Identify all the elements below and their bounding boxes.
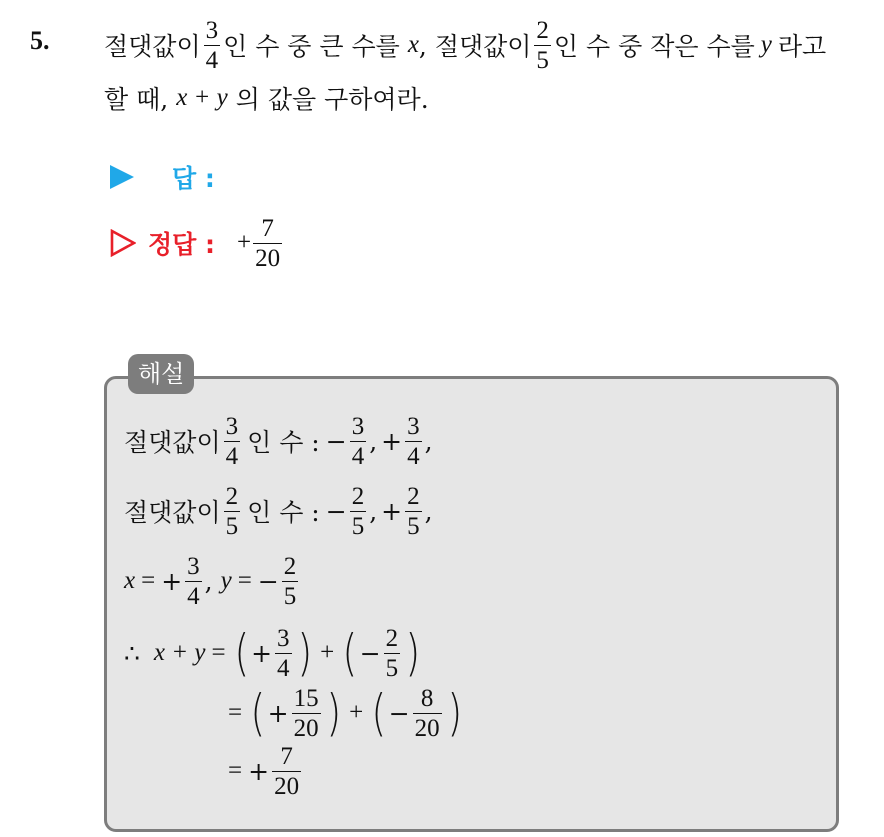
- therefore-symbol: ∴: [124, 638, 140, 668]
- expr-x-plus-y: x + y: [176, 84, 228, 111]
- left-paren: (: [234, 624, 249, 682]
- numerator: 3: [351, 412, 365, 440]
- left-paren: (: [250, 684, 266, 742]
- plus-sign: +: [381, 426, 403, 456]
- sign: +: [237, 229, 252, 256]
- solution-line-3: [124, 550, 301, 612]
- numerator: 7: [280, 742, 293, 770]
- denominator: 20: [255, 244, 281, 272]
- problem-text: , 절댓값이: [418, 32, 532, 61]
- numerator: 2: [407, 482, 420, 510]
- fraction: [185, 554, 202, 609]
- denominator: 4: [277, 654, 290, 682]
- denominator: 5: [351, 512, 365, 540]
- numerator: 8: [420, 684, 434, 712]
- plus-sign: +: [381, 496, 403, 526]
- key-answer-fraction: [253, 216, 282, 271]
- var-x: x: [124, 567, 136, 594]
- denominator: 5: [407, 512, 420, 540]
- plus-sign: +: [349, 699, 364, 726]
- numerator: 3: [205, 16, 219, 44]
- denominator: 5: [225, 512, 239, 540]
- denominator: 4: [351, 442, 365, 470]
- problem-text: 할 때,: [104, 85, 169, 114]
- fraction: [224, 414, 241, 469]
- denominator: 20: [293, 714, 319, 742]
- denominator: 4: [187, 582, 200, 610]
- problem-text: 의 값을 구하여라.: [235, 85, 429, 114]
- fraction: [413, 686, 442, 741]
- var-x: x: [407, 31, 419, 58]
- comma: ,: [424, 496, 433, 526]
- left-paren: (: [371, 684, 387, 742]
- problem-text: 절댓값이: [104, 32, 201, 61]
- comma: ,: [424, 426, 433, 456]
- plus-sign: +: [248, 756, 270, 786]
- fraction: [384, 626, 401, 681]
- numerator: 7: [261, 214, 274, 242]
- problem-line-1: [104, 14, 826, 76]
- numerator: 3: [277, 624, 290, 652]
- equals-sign: =: [141, 567, 156, 594]
- numerator: 3: [407, 412, 420, 440]
- fraction-2-5: [534, 18, 551, 73]
- fraction: [350, 484, 367, 539]
- key-answer-label: 정답 :: [148, 230, 216, 259]
- answer-label: 답 :: [172, 164, 215, 193]
- numerator: 2: [536, 16, 549, 44]
- numerator: 2: [283, 552, 297, 580]
- fraction: [292, 686, 321, 741]
- right-paren: ): [447, 684, 462, 742]
- solution-line-2: [124, 480, 433, 542]
- equals-sign: =: [211, 639, 226, 666]
- key-answer-row: [110, 212, 285, 274]
- minus-sign: −: [257, 566, 279, 596]
- denominator: 20: [274, 772, 300, 800]
- fraction: [275, 626, 292, 681]
- numerator: 2: [225, 482, 239, 510]
- fraction: [405, 414, 422, 469]
- solution-text: 인 수 :: [247, 498, 320, 527]
- problem-line-2: [104, 80, 429, 116]
- right-paren: ): [405, 624, 421, 682]
- solution-text: 인 수 :: [247, 428, 320, 457]
- fraction: [224, 484, 241, 539]
- right-paren: ): [296, 624, 312, 682]
- problem-number: 5.: [30, 26, 50, 55]
- solution-text: 절댓값이: [124, 428, 221, 457]
- var-y: y: [760, 31, 772, 58]
- fraction: [272, 744, 301, 799]
- equals-sign: =: [237, 567, 252, 594]
- plus-sign: +: [267, 698, 289, 728]
- problem-text: 인 수 중 작은 수를: [553, 32, 755, 61]
- numerator: 2: [351, 482, 365, 510]
- denominator: 20: [414, 714, 440, 742]
- fraction: [405, 484, 422, 539]
- denominator: 5: [283, 582, 297, 610]
- fraction-3-4: [204, 18, 221, 73]
- solution-tab: 해설: [128, 354, 194, 394]
- denominator: 4: [407, 442, 420, 470]
- solution-line-5: [222, 680, 464, 746]
- numerator: 15: [293, 684, 319, 712]
- triangle-outline-icon: [110, 229, 136, 257]
- numerator: 3: [187, 552, 200, 580]
- fraction: [282, 554, 299, 609]
- denominator: 4: [225, 442, 239, 470]
- comma: ,: [369, 426, 378, 456]
- numerator: 2: [385, 624, 399, 652]
- equals-sign: =: [228, 757, 243, 784]
- answer-row: [110, 160, 215, 194]
- plus-sign: +: [320, 639, 335, 666]
- comma: ,: [369, 496, 378, 526]
- denominator: 5: [385, 654, 399, 682]
- right-paren: ): [326, 684, 341, 742]
- denominator: 4: [205, 46, 219, 74]
- numerator: 3: [225, 412, 239, 440]
- plus-sign: +: [251, 638, 273, 668]
- fraction: [350, 414, 367, 469]
- solution-line-6: [222, 740, 304, 802]
- left-paren: (: [342, 624, 358, 682]
- solution-line-1: [124, 410, 433, 472]
- plus-sign: +: [161, 566, 183, 596]
- minus-sign: −: [359, 638, 381, 668]
- denominator: 5: [536, 46, 549, 74]
- equals-sign: =: [228, 699, 243, 726]
- play-triangle-icon: [110, 165, 134, 189]
- minus-sign: −: [388, 698, 410, 728]
- expr-x-plus-y: x + y: [153, 639, 206, 666]
- solution-text: 절댓값이: [124, 498, 221, 527]
- minus-sign: −: [325, 496, 347, 526]
- comma: ,: [204, 566, 213, 596]
- solution-line-4: [124, 620, 423, 686]
- problem-text: 인 수 중 큰 수를: [223, 32, 400, 61]
- var-y: y: [220, 567, 232, 594]
- minus-sign: −: [325, 426, 347, 456]
- problem-text: 라고: [777, 32, 827, 61]
